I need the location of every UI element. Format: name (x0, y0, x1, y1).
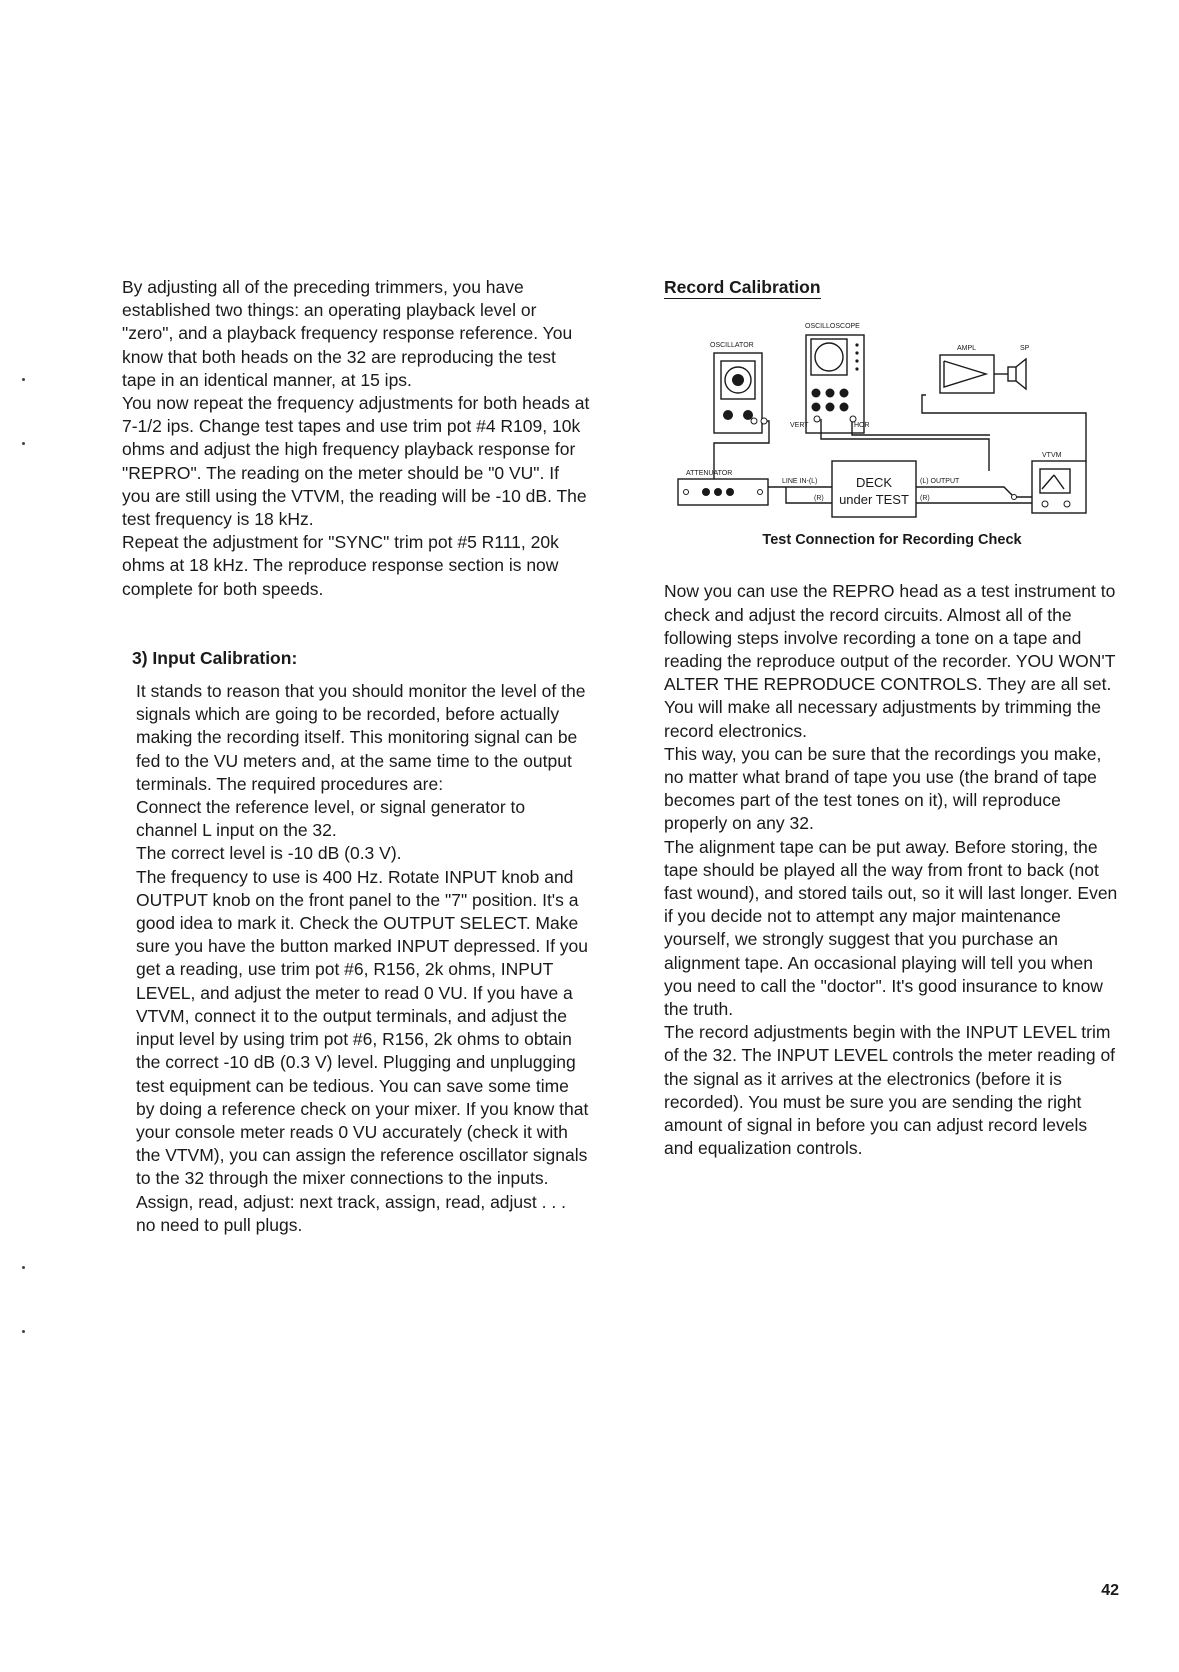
oscillator-label: OSCILLATOR (710, 342, 754, 350)
deck-under-test-label: under TEST (839, 492, 909, 508)
page-number: 42 (1101, 1582, 1119, 1599)
line-out-label: (L) OUTPUT (920, 478, 960, 486)
section-heading-input-calibration: 3) Input Calibration: (132, 647, 298, 668)
paragraph-level: The correct level is -10 dB (0.3 V). (136, 843, 402, 864)
hor-label: HOR (854, 422, 870, 430)
line-out-r-label: (R) (920, 495, 930, 503)
paragraph-record-adjustments: The record adjustments begin with the INPUT LEVEL trim of the 32. The INPUT LEVEL controls the meter reading of the signal as it arrives at the electronics (before it is recorded). You must be sure you are sending the right amount of signal in before you can adjust record levels and equalization controls. (664, 1022, 1116, 1159)
paragraph-repro-head: Now you can use the REPRO head as a test instrument to check and adjust the record circuits. Almost all of the following steps involve recording a tone on a tape and reading the reproduce output of the recorder. YOU WON'T ALTER THE REPRODUCE CONTROLS. They are all set. You will make all necessary adjustments by trimming the record electronics. (664, 581, 1116, 741)
section-heading-record-calibration: Record Calibration (664, 277, 821, 297)
paragraph-monitor: It stands to reason that you should monitor the level of the signals which are going to be recorded, before actually making the recording itself. This monitoring signal can be fed to the VU meters and, at the same time to the output terminals. The required procedures are: (136, 681, 586, 794)
paragraph-alignment-tape: The alignment tape can be put away. Before storing, the tape should be played all the way from front to back (not fast wound), and stored tails out, so it will last longer. Even if you decide not to attempt any major maintenance yourself, we strongly suggest that you purchase an alignment tape. An occasional playing will tell you when you need to call the "doctor". It's good insurance to know the truth. (664, 836, 1118, 1020)
paragraph-frequency: The frequency to use is 400 Hz. Rotate INPUT knob and OUTPUT knob on the front panel to the "7" position. It's a good idea to mark it. Check the OUTPUT SELECT. Make sure you have the button marked INPUT depressed. If you get a reading, use trim pot #6, R156, 2k ohms, INPUT LEVEL, and adjust the meter to read 0 VU. If you have a VTVM, connect it to the output terminals, and adjust the input level by using trim pot #6, R156, 2k ohms to obtain the correct -10 dB (0.3 V) level. Plugging and unplugging test equipment can be tedious. You can save some time by doing a reference check on your mixer. If you know that your console meter reads 0 VU accurately (check it with the VTVM), you can assign the reference oscillator signals to the 32 through the mixer connections to the inputs. Assign, read, adjust: next track, assign, read, adjust . . . no need to pull plugs. (136, 866, 589, 1235)
left-column (122, 276, 590, 1237)
test-connection-diagram (674, 311, 1114, 521)
diagram-caption: Test Connection for Recording Check (762, 532, 1022, 549)
deck-label: DECK (855, 475, 893, 491)
margin-mark (22, 1266, 25, 1269)
vtvm-label: VTVM (1042, 452, 1062, 460)
margin-mark (22, 1330, 25, 1333)
paragraph-connect: Connect the reference level, or signal generator to channel L input on the 32. (136, 797, 526, 841)
attenuator-box (678, 479, 768, 505)
speaker-label: SP (1020, 345, 1030, 353)
margin-mark (22, 442, 25, 445)
oscilloscope-label: OSCILLOSCOPE (805, 323, 860, 331)
line-in-label: LINE IN-(L) (782, 478, 818, 486)
line-in-r-label: (R) (814, 495, 824, 503)
paragraph-sync: Repeat the adjustment for "SYNC" trim pot #5 R111, 20k ohms at 18 kHz. The reproduce response section is now complete for both speeds. (122, 532, 559, 599)
margin-mark (22, 378, 25, 381)
right-column (664, 276, 1120, 1160)
paragraph-established: By adjusting all of the preceding trimmers, you have established two things: an operating playback level or "zero", and a playback frequency response reference. You know that both heads on the 32 are reproducing the test tape in an identical manner, at 15 ips. (122, 277, 573, 390)
attenuator-label: ATTENUATOR (686, 470, 733, 478)
ampl-label: AMPL (957, 345, 977, 353)
vert-label: VERT (790, 422, 809, 430)
paragraph-repeat-7ips: You now repeat the frequency adjustments for both heads at 7-1/2 ips. Change test tapes and use trim pot #4 R109, 10k ohms and adjust the high frequency playback response for "REPRO". The reading on the meter should be "0 VU". If you are still using the VTVM, the reading will be -10 dB. The test frequency is 18 kHz. (122, 393, 590, 530)
paragraph-this-way: This way, you can be sure that the recordings you make, no matter what brand of tape you use (the brand of tape becomes part of the test tones on it), will reproduce properly on any 32. (664, 743, 1102, 834)
